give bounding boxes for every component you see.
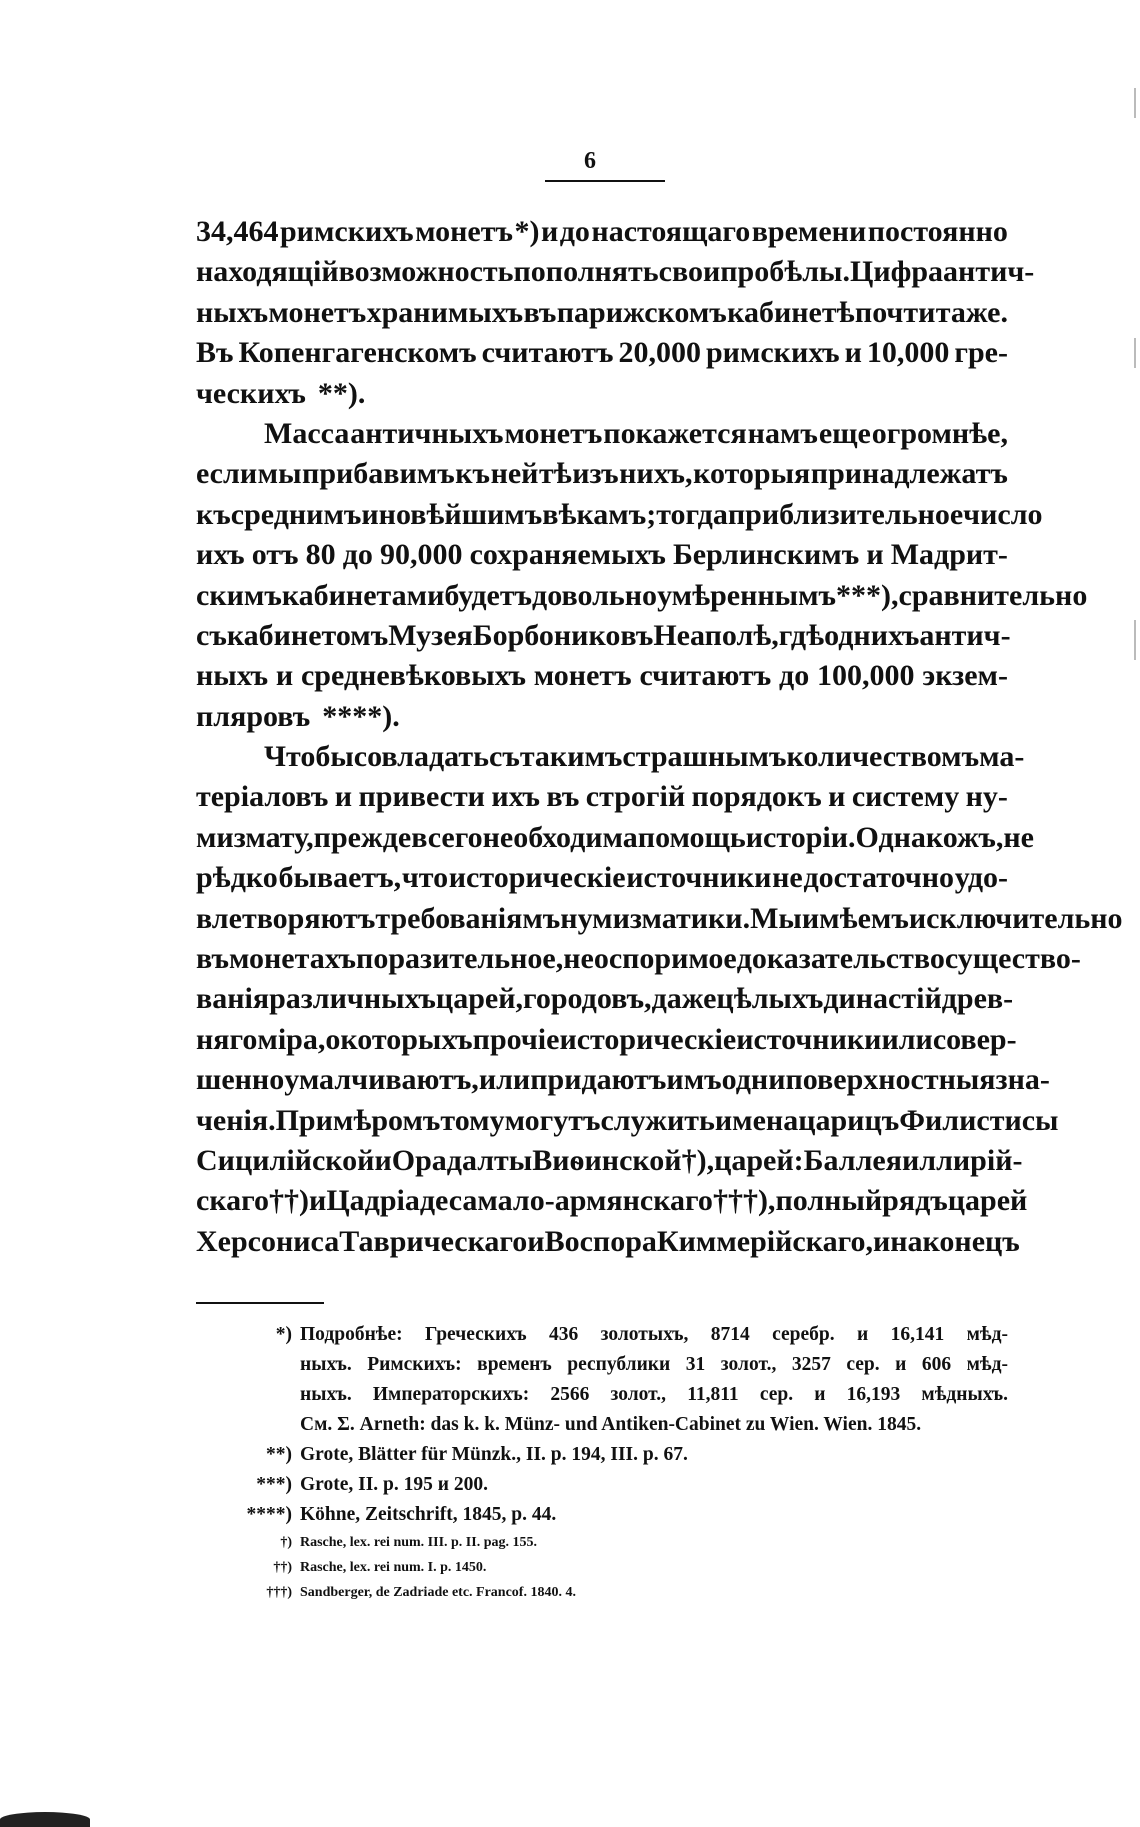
footnote-text: Sandberger, de Zadriade etc. Francof. 1840. 4. [300, 1585, 576, 1600]
footnote [196, 1580, 1008, 1605]
footnote [196, 1320, 1008, 1350]
text-line: 34,464 римскихъ монетъ *) и до настоящаго времени постоянно [196, 215, 1008, 248]
footnote-rule [196, 1302, 324, 1304]
footnote-mark: ***) [256, 1474, 292, 1495]
footnote [196, 1500, 1008, 1530]
footnote-mark: **) [266, 1444, 292, 1465]
footnote-text: Köhne, Zeitschrift, 1845, p. 44. [300, 1504, 557, 1525]
footnote [196, 1440, 1008, 1470]
footnote-continuation: ныхъ. Римскихъ: временъ республики 31 золот., 3257 сер. и 606 мѣд- [300, 1354, 1008, 1375]
footnote-mark: *) [275, 1324, 292, 1345]
text-line: рѣдко бываетъ, что историческіе источники не достаточно удо- [196, 861, 1008, 895]
text-line: скаго ††) и Цадріадеса мало-армянскаго †††), полный рядъ царей [196, 1184, 1028, 1218]
text-line: Въ Копенгагенскомъ считаютъ 20,000 римскихъ и 10,000 гре- [196, 336, 1008, 370]
text-line: влетворяютъ требованіямъ нумизматики. Мы имѣемъ исключительно [196, 901, 1123, 935]
text-line: скимъ кабинетами будетъ довольно умѣреннымъ ***), сравнительно [196, 578, 1088, 612]
footnote [196, 1530, 1008, 1555]
text-line: ченія. Примѣромъ тому могутъ служить имена царицъ Филистисы [196, 1103, 1059, 1137]
text-line: няго міра, о которыхъ прочіе историческіе источники или совер- [196, 1022, 1017, 1056]
paragraph [196, 212, 1035, 414]
footnote-text: Grote, II. p. 195 и 200. [300, 1474, 489, 1495]
text-line: если мы прибавимъ къ ней тѣ изъ нихъ, которыя принадлежатъ [196, 457, 1008, 491]
text-line: Сицилійской и Орадалты Виѳинской †), царей: Баллея иллирій- [196, 1143, 1023, 1177]
footnote-mark: †) [280, 1535, 292, 1550]
scan-mark-right-3 [1134, 620, 1136, 660]
text-line: съ кабинетомъ Музея Борбонико въ Неаполѣ, гдѣ однихъ антич- [196, 618, 1011, 652]
footnote-mark: ††) [273, 1560, 292, 1575]
footnote-continuation: См. Σ. Arneth: das k. k. Münz- und Antiken-Cabinet zu Wien. Wien. 1845. [300, 1414, 922, 1435]
text-line: Херсониса Таврическаго и Воспора Киммерійскаго, и наконецъ [196, 1224, 1020, 1258]
footnotes [196, 1320, 1008, 1605]
footnote-text: Grote, Blätter für Münzk., II. p. 194, III. p. 67. [300, 1444, 688, 1465]
text-line: находящій возможность пополнять свои пробѣлы. Цифра антич- [196, 255, 1035, 289]
footnote-text: Rasche, lex. rei num. I. p. 1450. [300, 1560, 487, 1575]
footnote-mark: ****) [246, 1504, 292, 1525]
body-text [196, 212, 1123, 1262]
text-line: ческихъ **). [196, 376, 366, 410]
text-line: теріаловъ и привести ихъ въ строгій порядокъ и систему ну- [196, 780, 1008, 814]
paragraph [196, 737, 1123, 1262]
text-line: шенно умалчиваютъ, или придаютъ имъ одни поверхностныя зна- [196, 1063, 1050, 1097]
text-line: въ монетахъ поразительное, неоспоримое доказательство существо- [196, 942, 1081, 976]
footnote-text: Rasche, lex. rei num. III. p. II. pag. 155. [300, 1535, 537, 1550]
scan-mark-left [0, 1812, 90, 1827]
scan-mark-right-1 [1134, 88, 1136, 118]
page-number: 6 [584, 148, 596, 174]
text-line: ныхъ и средневѣковыхъ монетъ считаютъ до 100,000 экзем- [196, 659, 1008, 693]
footnote-mark: †††) [266, 1585, 292, 1600]
footnote-text: Подробнѣе: Греческихъ 436 золотыхъ, 8714 серебр. и 16,141 мѣд- [300, 1324, 1008, 1345]
text-line: пляровъ ****). [196, 699, 400, 733]
footnote [196, 1470, 1008, 1500]
footnote-continuation: ныхъ. Императорскихъ: 2566 золот., 11,811 сер. и 16,193 мѣдныхъ. [300, 1384, 1008, 1405]
header-rule [545, 180, 665, 182]
text-line: Масса античныхъ монетъ покажется намъ еще огромнѣе, [264, 416, 1008, 450]
footnote [196, 1555, 1008, 1580]
text-line: ванія различныхъ царей, городовъ, даже цѣлыхъ династій древ- [196, 982, 1014, 1016]
text-line: къ среднимъ и новѣйшимъ вѣкамъ; тогда приблизительное число [196, 497, 1043, 531]
text-line: Чтобы совладать съ такимъ страшнымъ количествомъ ма- [264, 740, 1025, 774]
paragraph [196, 414, 1088, 737]
scan-mark-right-2 [1134, 338, 1136, 368]
text-line: ихъ отъ 80 до 90,000 сохраняемыхъ Берлинскимъ и Мадрит- [196, 538, 1008, 572]
text-line: ныхъ монетъ хранимыхъ въ парижскомъ кабинетѣ почти таже. [196, 295, 1008, 329]
text-line: мизмату, прежде всего необходима помощь исторіи. Однакожъ, не [196, 820, 1034, 854]
